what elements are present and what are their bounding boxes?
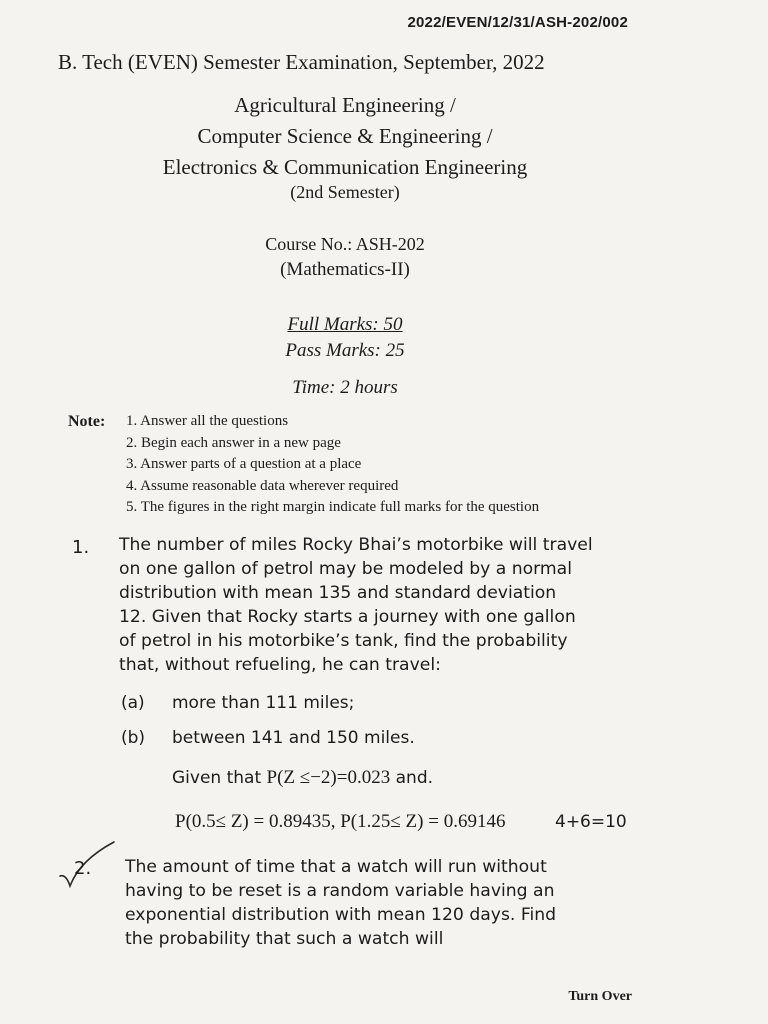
part-b-label: (b): [121, 728, 146, 748]
part-a-text: more than 111 miles;: [172, 693, 355, 713]
given-math: P(Z ≤−2)=0.023: [266, 767, 391, 788]
question-1-number: 1.: [72, 537, 90, 558]
note-label: Note:: [68, 413, 106, 430]
course-number: Course No.: ASH-202: [265, 234, 425, 254]
note-item: 3. Answer parts of a question at a place: [126, 456, 362, 472]
question-line: on one gallon of petrol may be modeled by a normal: [119, 559, 572, 579]
subject: (Mathematics-II): [280, 259, 410, 280]
paper-code: 2022/EVEN/12/31/ASH-202/002: [407, 14, 628, 31]
departments: [0, 90, 690, 183]
part-a-label: (a): [121, 693, 145, 713]
department-line: Electronics & Communication Engineering: [162, 155, 528, 179]
notes-list: [126, 413, 646, 521]
question-line: that, without refueling, he can travel:: [119, 655, 441, 675]
note-item: 5. The figures in the right margin indicate full marks for the question: [126, 499, 540, 515]
question-line: exponential distribution with mean 120 days. Find: [125, 905, 557, 925]
turn-over-label: Turn Over: [568, 989, 632, 1004]
given-suffix: and.: [395, 768, 434, 788]
question-line: The amount of time that a watch will run without: [125, 857, 547, 877]
question-line: of petrol in his motorbike’s tank, find the probability: [119, 631, 568, 651]
given-statement: [172, 767, 433, 789]
probability-formula: P(0.5≤ Z) = 0.89435, P(1.25≤ Z) = 0.69146: [175, 811, 506, 832]
question-line: distribution with mean 135 and standard deviation: [119, 583, 557, 603]
note-item: 2. Begin each answer in a new page: [126, 434, 341, 451]
question-1-marks: 4+6=10: [555, 812, 627, 832]
question-2-text: [125, 855, 631, 951]
exam-time: Time: 2 hours: [292, 377, 398, 398]
pass-marks: Pass Marks: 25: [285, 340, 405, 361]
department-line: Computer Science & Engineering /: [197, 124, 493, 148]
note-item: 4. Assume reasonable data wherever required: [126, 477, 399, 494]
exam-title: B. Tech (EVEN) Semester Examination, September, 2022: [58, 50, 545, 74]
given-prefix: Given that: [172, 768, 262, 788]
department-line: Agricultural Engineering /: [234, 93, 456, 117]
semester: (2nd Semester): [290, 182, 400, 202]
question-1-text: [119, 533, 629, 677]
part-b-text: between 141 and 150 miles.: [172, 728, 415, 748]
question-line: The number of miles Rocky Bhai’s motorbike will travel: [119, 535, 593, 555]
full-marks-text: Full Marks: 50: [287, 314, 403, 335]
question-line: 12. Given that Rocky starts a journey with one gallon: [119, 607, 576, 627]
question-line: having to be reset is a random variable having an: [125, 881, 555, 901]
question-2-number: 2.: [74, 858, 92, 879]
note-item: 1. Answer all the questions: [126, 413, 289, 429]
full-marks: [0, 314, 690, 336]
question-line: the probability that such a watch will: [125, 929, 444, 949]
